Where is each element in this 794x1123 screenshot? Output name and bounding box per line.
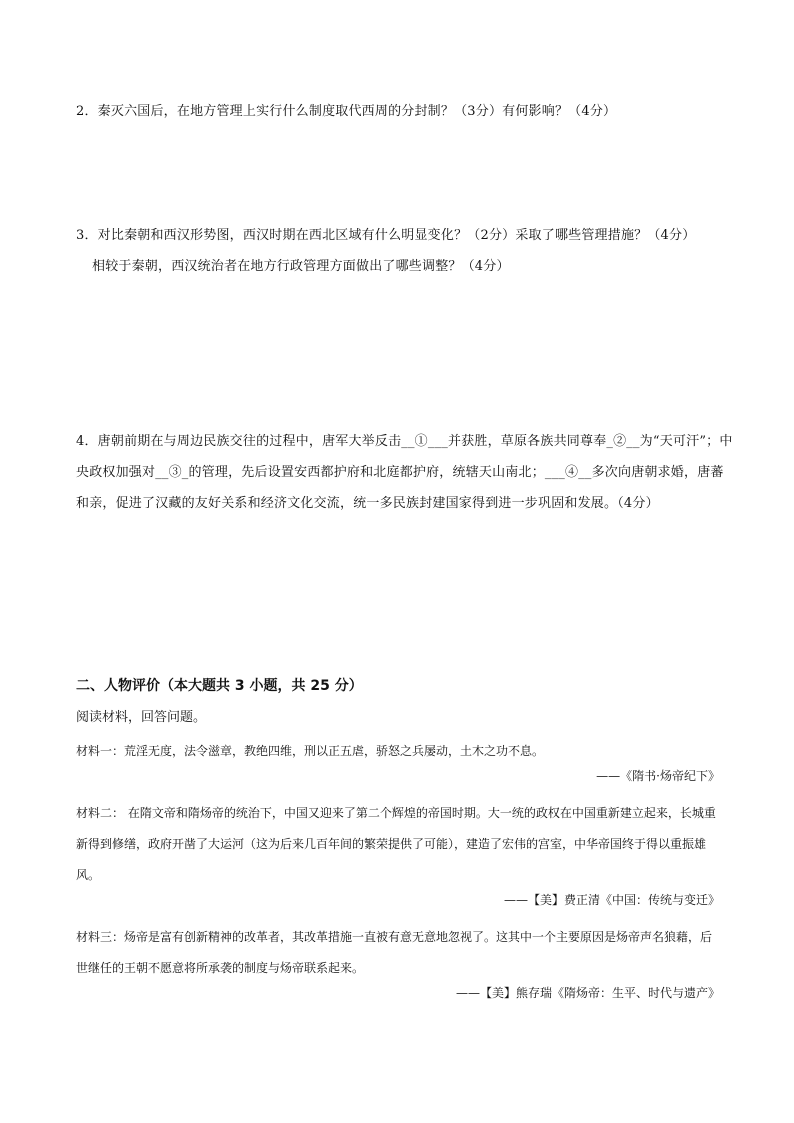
- material-2: 材料二： 在隋文帝和隋炀帝的统治下，中国又迎来了第二个辉煌的帝国时期。大一统的政权在中国重新建立起来，长城重新得到修缮，政府开凿了大运河（这为后来几百年间的繁荣提供了可能），建造了宏伟的宫室，中华帝国终于得以重振雄风。: [76, 806, 716, 882]
- section-instruction: 阅读材料，回答问题。: [76, 710, 207, 725]
- question-2: [76, 96, 736, 127]
- material-2-source: ——【美】费正清《中国：传统与变迁》: [503, 893, 720, 907]
- section-title: 二、人物评价（本大题共 3 小题，共 25 分）: [76, 678, 363, 694]
- question-4-text: 4．唐朝前期在与周边民族交往的过程中，唐军大举反击__①___并获胜，草原各族共同尊奉_②__为“天可汗”；中央政权加强对__③_的管理，先后设置安西都护府和北庭都护府，统辖天山南北；___④__多次向唐朝求婚，唐蕃和亲，促进了汉藏的友好关系和经济文化交流，统一多民族封建国家得到进一步巩固和发展。（4分）: [76, 434, 733, 511]
- question-3-line-2: 相较于秦朝，西汉统治者在地方行政管理方面做出了哪些调整？（4分）: [92, 259, 510, 274]
- question-4: [76, 426, 736, 519]
- material-3: 材料三：炀帝是富有创新精神的改革者，其改革措施一直被有意无意地忽视了。这其中一个主要原因是炀帝声名狼藉，后世继任的王朝不愿意将所承袭的制度与炀帝联系起来。: [76, 930, 713, 975]
- question-3: [76, 220, 736, 282]
- question-2-text: 2．秦灭六国后，在地方管理上实行什么制度取代西周的分封制？（3分）有何影响？（4分）: [76, 104, 617, 119]
- question-3-line-1: 3．对比秦朝和西汉形势图，西汉时期在西北区域有什么明显变化？（2分）采取了哪些管理措施？（4分）: [76, 228, 696, 243]
- material-1-source: ——《隋书·炀帝纪下》: [596, 769, 720, 783]
- material-1: 材料一：荒淫无度，法令滋章，教绝四维，刑以正五虐，骄怒之兵屡动，土木之功不息。: [76, 744, 545, 758]
- material-3-source: ——【美】熊存瑞《隋炀帝：生平、时代与遗产》: [455, 986, 720, 1000]
